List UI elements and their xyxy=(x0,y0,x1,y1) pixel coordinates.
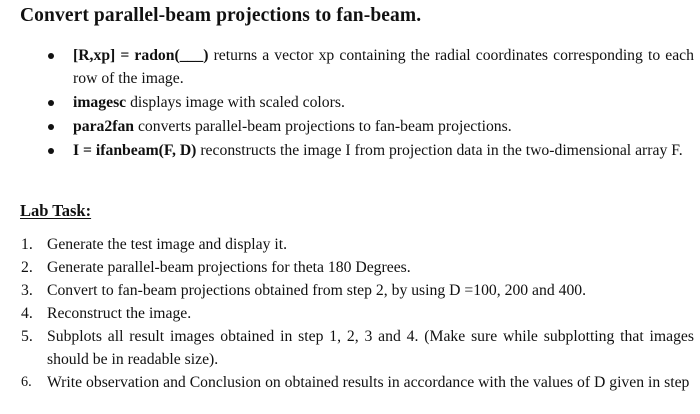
bullet-description: reconstructs the image I from projection data in the two-dimensional array F. xyxy=(196,142,683,159)
task-number: 4. xyxy=(21,305,33,322)
bullet-icon xyxy=(48,53,54,59)
task-text: Generate the test image and display it. xyxy=(47,236,288,253)
task-item xyxy=(0,302,700,325)
bullet-term: para2fan xyxy=(73,118,135,135)
bullet-description: displays image with scaled colors. xyxy=(126,94,345,111)
task-number: 1. xyxy=(21,236,33,253)
bullet-description: returns a vector xp containing the radial coordinates corresponding to each row of the image. xyxy=(73,47,694,87)
bullet-item xyxy=(0,115,700,138)
task-text: Generate parallel-beam projections for theta 180 Degrees. xyxy=(47,259,411,276)
task-number: 3. xyxy=(21,282,33,299)
bullet-icon xyxy=(48,100,54,106)
task-number: 6. xyxy=(21,374,32,390)
task-number: 5. xyxy=(21,328,33,345)
task-item xyxy=(0,325,700,371)
task-number: 2. xyxy=(21,259,33,276)
task-text: Reconstruct the image. xyxy=(47,305,192,322)
task-item xyxy=(0,371,700,394)
task-list xyxy=(0,233,700,394)
task-item xyxy=(0,233,700,256)
task-item xyxy=(0,256,700,279)
task-item xyxy=(0,279,700,302)
bullet-item xyxy=(0,91,700,114)
bullet-item xyxy=(0,44,700,90)
bullet-item xyxy=(0,139,700,162)
task-text: Subplots all result images obtained in step 1, 2, 3 and 4. (Make sure while subplotting that images should be in readable size). xyxy=(47,328,694,368)
task-text: Write observation and Conclusion on obtained results in accordance with the values of D given in step xyxy=(47,374,690,391)
bullet-term: imagesc xyxy=(73,94,127,111)
task-text: Convert to fan-beam projections obtained from step 2, by using D =100, 200 and 400. xyxy=(47,282,587,299)
bullet-term: I = ifanbeam(F, D) xyxy=(73,142,197,159)
lab-task-heading: Lab Task: xyxy=(20,201,92,220)
bullet-description: converts parallel-beam projections to fan-beam projections. xyxy=(134,118,512,135)
bullet-icon xyxy=(48,148,54,154)
function-bullet-list xyxy=(0,44,700,163)
bullet-icon xyxy=(48,124,54,130)
bullet-term: [R,xp] = radon(___) xyxy=(73,47,209,64)
page-title: Convert parallel-beam projections to fan-beam. xyxy=(20,5,422,26)
